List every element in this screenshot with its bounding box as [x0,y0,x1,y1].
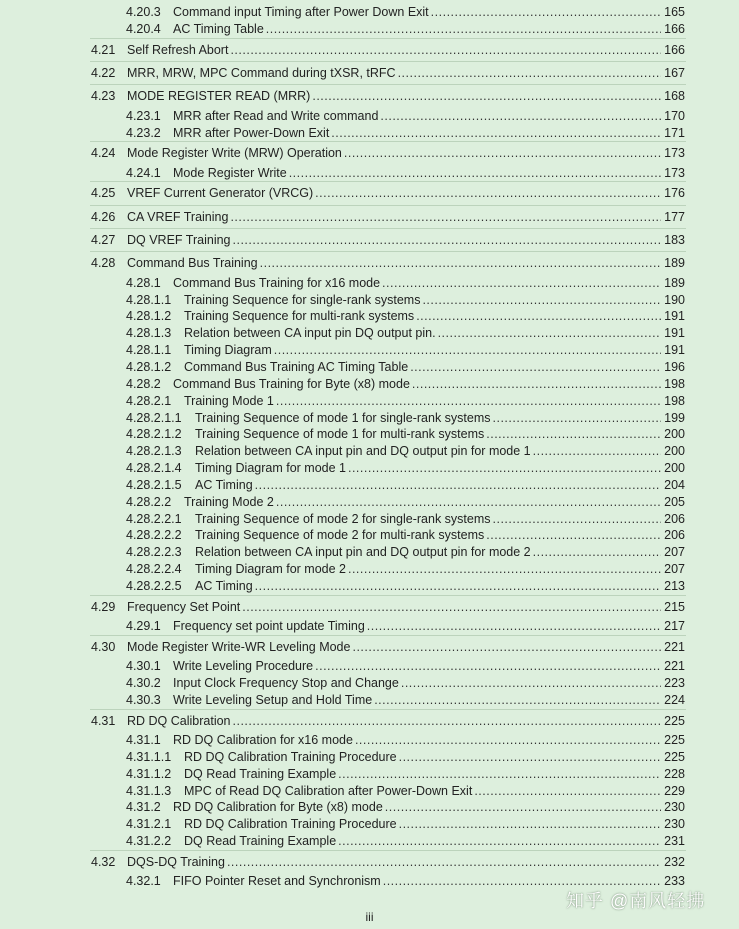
toc-entry[interactable] [0,426,739,443]
watermark: 知乎 @南风轻拂 [566,891,706,911]
toc-section-number: 4.28.2.1.5 [126,478,182,492]
toc-section-number: 4.23.2 [126,126,161,140]
toc-separator [90,84,686,85]
toc-entry[interactable] [0,833,739,850]
toc-section-title: Relation between CA input pin and DQ output pin for mode 2 [195,545,531,559]
toc-dot-leader [289,165,661,182]
toc-dot-leader [315,185,661,202]
toc-dot-leader [399,749,661,766]
toc-entry[interactable] [0,325,739,342]
toc-dot-leader [533,443,661,460]
toc-section-number: 4.32 [91,855,116,869]
toc-dot-leader [338,766,661,783]
toc-dot-leader [242,599,661,616]
toc-entry[interactable] [0,692,739,709]
toc-dot-leader [274,342,661,359]
toc-entry[interactable] [0,544,739,561]
toc-dot-leader [348,561,661,578]
toc-entry[interactable] [0,42,739,59]
toc-section-title: RD DQ Calibration [127,714,231,728]
toc-section-title: AC Timing Table [173,22,264,36]
toc-page-number: 200 [664,461,685,475]
toc-dot-leader [276,494,661,511]
toc-section-title: RD DQ Calibration for Byte (x8) mode [173,800,383,814]
toc-section-number: 4.25 [91,186,116,200]
toc-section-title: Relation between CA input pin and DQ output pin for mode 1 [195,444,531,458]
toc-page-number: 196 [664,360,685,374]
toc-entry[interactable] [0,209,739,226]
toc-section-title: Command Bus Training [127,256,258,270]
toc-page-number: 221 [664,659,685,673]
toc-entry[interactable] [0,658,739,675]
toc-dot-leader [431,4,661,21]
toc-section-number: 4.30 [91,640,116,654]
toc-separator [90,205,686,206]
toc-section-number: 4.28.1.3 [126,326,172,340]
toc-section-title: MODE REGISTER READ (MRR) [127,89,311,103]
toc-section-number: 4.23 [91,89,116,103]
toc-separator [90,181,686,182]
toc-dot-leader [401,675,661,692]
toc-dot-leader [276,393,661,410]
toc-dot-leader [230,42,661,59]
toc-entry[interactable] [0,275,739,292]
toc-page-number: 228 [664,767,685,781]
toc-page-number: 225 [664,714,685,728]
toc-section-title: RD DQ Calibration Training Procedure [184,817,397,831]
toc-section-title: MRR after Read and Write command [173,109,379,123]
toc-section-number: 4.22 [91,66,116,80]
toc-entry[interactable] [0,108,739,125]
toc-section-title: Training Mode 2 [184,495,274,509]
toc-entry[interactable] [0,165,739,182]
toc-entry[interactable] [0,511,739,528]
toc-section-title: Command Bus Training for Byte (x8) mode [173,377,410,391]
toc-dot-leader [382,275,661,292]
toc-section-number: 4.28.1 [126,276,161,290]
toc-page-number: 189 [664,256,685,270]
toc-section-number: 4.28.1.2 [126,309,172,323]
toc-section-title: Training Sequence for multi-rank systems [184,309,415,323]
toc-separator [90,709,686,710]
toc-page-number: 206 [664,512,685,526]
toc-dot-leader [266,21,661,38]
toc-section-title: FIFO Pointer Reset and Synchronism [173,874,381,888]
toc-entry[interactable] [0,359,739,376]
toc-dot-leader [493,410,661,427]
toc-dot-leader [367,618,661,635]
toc-page-number: 230 [664,817,685,831]
toc-section-number: 4.23.1 [126,109,161,123]
toc-section-number: 4.31.2.2 [126,834,172,848]
toc-section-number: 4.28.2.1.1 [126,411,182,425]
toc-section-title: Write Leveling Procedure [173,659,314,673]
toc-dot-leader [416,308,661,325]
toc-section-title: Command input Timing after Power Down Exit [173,5,429,19]
toc-dot-leader [352,639,661,656]
toc-section-number: 4.28.2.1.2 [126,427,182,441]
toc-page-number: 199 [664,411,685,425]
toc-section-number: 4.28.2.2.5 [126,579,182,593]
toc-dot-leader [385,799,661,816]
toc-page-number: 191 [664,309,685,323]
toc-section-number: 4.31.2.1 [126,817,172,831]
toc-separator [90,635,686,636]
toc-section-number: 4.28.1.1 [126,293,172,307]
toc-page-number: 229 [664,784,685,798]
toc-section-title: AC Timing [195,478,253,492]
toc-entry[interactable] [0,376,739,393]
toc-entry[interactable] [0,639,739,656]
toc-section-title: Relation between CA input pin DQ output pin. [184,326,436,340]
toc-page-number: 168 [664,89,685,103]
toc-section-number: 4.30.1 [126,659,161,673]
toc-page-number: 221 [664,640,685,654]
toc-dot-leader [410,359,661,376]
toc-entry[interactable] [0,410,739,427]
toc-section-number: 4.28.2.2.3 [126,545,182,559]
toc-page-number: 176 [664,186,685,200]
toc-section-title: Training Sequence of mode 2 for single-rank systems [195,512,491,526]
page-footer-number: iii [365,910,374,924]
toc-page-number: 200 [664,427,685,441]
toc-section-title: Training Sequence of mode 1 for single-rank systems [195,411,491,425]
toc-section-number: 4.20.3 [126,5,161,19]
toc-section-title: DQS-DQ Training [127,855,225,869]
toc-dot-leader [344,145,661,162]
toc-page-number: 171 [664,126,685,140]
toc-entry[interactable] [0,713,739,730]
toc-section-title: Timing Diagram for mode 1 [195,461,346,475]
toc-section-title: Write Leveling Setup and Hold Time [173,693,373,707]
toc-section-title: Mode Register Write (MRW) Operation [127,146,342,160]
toc-separator [90,251,686,252]
toc-section-number: 4.21 [91,43,116,57]
toc-page-number: 165 [664,5,685,19]
toc-section-title: Timing Diagram [184,343,272,357]
toc-section-number: 4.28.1.2 [126,360,172,374]
toc-page-number: 232 [664,855,685,869]
toc-section-number: 4.24.1 [126,166,161,180]
toc-page-number: 225 [664,733,685,747]
toc-entry[interactable] [0,854,739,871]
toc-section-title: Mode Register Write [173,166,287,180]
toc-entry[interactable] [0,185,739,202]
toc-section-number: 4.20.4 [126,22,161,36]
toc-entry[interactable] [0,4,739,21]
toc-page-number: 170 [664,109,685,123]
toc-separator [90,850,686,851]
toc-dot-leader [255,578,661,595]
toc-page-number: 191 [664,343,685,357]
toc-section-title: MRR after Power-Down Exit [173,126,330,140]
toc-section-number: 4.28.2.2 [126,495,172,509]
toc-page-number: 191 [664,326,685,340]
toc-dot-leader [412,376,661,393]
toc-entry[interactable] [0,783,739,800]
toc-section-title: MRR, MRW, MPC Command during tXSR, tRFC [127,66,396,80]
toc-section-title: VREF Current Generator (VRCG) [127,186,314,200]
toc-dot-leader [331,125,661,142]
toc-page-number: 204 [664,478,685,492]
toc-entry[interactable] [0,477,739,494]
toc-page-number: 225 [664,750,685,764]
toc-dot-leader [438,325,661,342]
toc-page-number: 198 [664,394,685,408]
toc-dot-leader [474,783,661,800]
toc-dot-leader [533,544,661,561]
toc-section-number: 4.30.2 [126,676,161,690]
toc-dot-leader [422,292,661,309]
toc-entry[interactable] [0,561,739,578]
toc-section-number: 4.31.1.2 [126,767,172,781]
toc-dot-leader [227,854,661,871]
toc-entry[interactable] [0,88,739,105]
toc-page-number: 200 [664,444,685,458]
toc-section-number: 4.29.1 [126,619,161,633]
toc-section-number: 4.28.2.1.4 [126,461,182,475]
toc-entry[interactable] [0,125,739,142]
toc-section-title: Timing Diagram for mode 2 [195,562,346,576]
toc-entry[interactable] [0,21,739,38]
toc-entry[interactable] [0,732,739,749]
toc-dot-leader [255,477,661,494]
toc-page-number: 207 [664,545,685,559]
toc-section-number: 4.28.1.1 [126,343,172,357]
toc-section-title: Training Sequence of mode 1 for multi-rank systems [195,427,485,441]
toc-dot-leader [338,833,661,850]
toc-entry[interactable] [0,292,739,309]
toc-page-number: 183 [664,233,685,247]
toc-dot-leader [315,658,661,675]
toc-section-title: Training Sequence of mode 2 for multi-rank systems [195,528,485,542]
toc-section-number: 4.31 [91,714,116,728]
toc-entry[interactable] [0,460,739,477]
toc-section-title: DQ Read Training Example [184,834,337,848]
toc-section-title: Command Bus Training for x16 mode [173,276,381,290]
toc-dot-leader [260,255,661,272]
toc-entry[interactable] [0,308,739,325]
toc-section-number: 4.26 [91,210,116,224]
toc-entry[interactable] [0,816,739,833]
toc-page-number: 173 [664,146,685,160]
toc-separator [90,38,686,39]
toc-section-number: 4.29 [91,600,116,614]
toc-entry[interactable] [0,232,739,249]
toc-section-title: RD DQ Calibration Training Procedure [184,750,397,764]
toc-page-number: 213 [664,579,685,593]
toc-section-number: 4.28.2.2.2 [126,528,182,542]
toc-entry[interactable] [0,342,739,359]
toc-separator [90,595,686,596]
toc-section-title: Command Bus Training AC Timing Table [184,360,409,374]
toc-page-number: 177 [664,210,685,224]
toc-section-number: 4.28.2.1.3 [126,444,182,458]
toc-dot-leader [380,108,661,125]
toc-dot-leader [348,460,661,477]
toc-section-title: AC Timing [195,579,253,593]
toc-page-number: 215 [664,600,685,614]
toc-dot-leader [493,511,661,528]
toc-section-title: Input Clock Frequency Stop and Change [173,676,399,690]
toc-page-number: 224 [664,693,685,707]
toc-dot-leader [486,527,661,544]
toc-section-number: 4.28 [91,256,116,270]
toc-page-number: 166 [664,43,685,57]
toc-section-number: 4.30.3 [126,693,161,707]
toc-page-number: 190 [664,293,685,307]
toc-section-title: Self Refresh Abort [127,43,229,57]
toc-section-number: 4.28.2.2.1 [126,512,182,526]
toc-dot-leader [399,816,661,833]
toc-page-number: 230 [664,800,685,814]
toc-section-title: Frequency set point update Timing [173,619,365,633]
toc-page-number: 167 [664,66,685,80]
toc-section-number: 4.31.1.1 [126,750,172,764]
toc-entry[interactable] [0,675,739,692]
toc-dot-leader [398,65,661,82]
toc-entry[interactable] [0,527,739,544]
toc-page-number: 233 [664,874,685,888]
toc-page-number: 223 [664,676,685,690]
toc-page-number: 217 [664,619,685,633]
toc-section-title: DQ VREF Training [127,233,231,247]
toc-entry[interactable] [0,799,739,816]
toc-separator [90,228,686,229]
toc-section-number: 4.28.2.1 [126,394,172,408]
toc-entry[interactable] [0,443,739,460]
toc-page-number: 166 [664,22,685,36]
toc-section-title: CA VREF Training [127,210,229,224]
toc-page-number: 173 [664,166,685,180]
toc-section-title: DQ Read Training Example [184,767,337,781]
toc-dot-leader [233,232,661,249]
toc-separator [90,61,686,62]
toc-dot-leader [355,732,661,749]
toc-entry[interactable] [0,618,739,635]
toc-section-number: 4.28.2.2.4 [126,562,182,576]
toc-entry[interactable] [0,255,739,272]
toc-dot-leader [486,426,661,443]
toc-section-number: 4.24 [91,146,116,160]
toc-section-title: Training Mode 1 [184,394,274,408]
toc-section-number: 4.28.2 [126,377,161,391]
toc-page-number: 205 [664,495,685,509]
toc-entry[interactable] [0,749,739,766]
toc-separator [90,141,686,142]
toc-page-number: 206 [664,528,685,542]
toc-section-number: 4.31.2 [126,800,161,814]
toc-entry[interactable] [0,578,739,595]
toc-dot-leader [230,209,661,226]
toc-section-number: 4.32.1 [126,874,161,888]
toc-dot-leader [233,713,661,730]
toc-section-title: Training Sequence for single-rank systems [184,293,421,307]
toc-section-title: Mode Register Write-WR Leveling Mode [127,640,351,654]
toc-section-title: Frequency Set Point [127,600,241,614]
toc-entry[interactable] [0,766,739,783]
toc-section-number: 4.31.1.3 [126,784,172,798]
toc-page-number: 231 [664,834,685,848]
toc-entry[interactable] [0,65,739,82]
toc-entry[interactable] [0,393,739,410]
toc-section-title: RD DQ Calibration for x16 mode [173,733,353,747]
toc-section-number: 4.27 [91,233,116,247]
toc-page-number: 189 [664,276,685,290]
toc-dot-leader [312,88,661,105]
toc-entry[interactable] [0,599,739,616]
toc-dot-leader [374,692,661,709]
toc-entry[interactable] [0,145,739,162]
toc-section-number: 4.31.1 [126,733,161,747]
toc-section-title: MPC of Read DQ Calibration after Power-Down Exit [184,784,473,798]
toc-page-number: 207 [664,562,685,576]
toc-entry[interactable] [0,494,739,511]
toc-page-number: 198 [664,377,685,391]
